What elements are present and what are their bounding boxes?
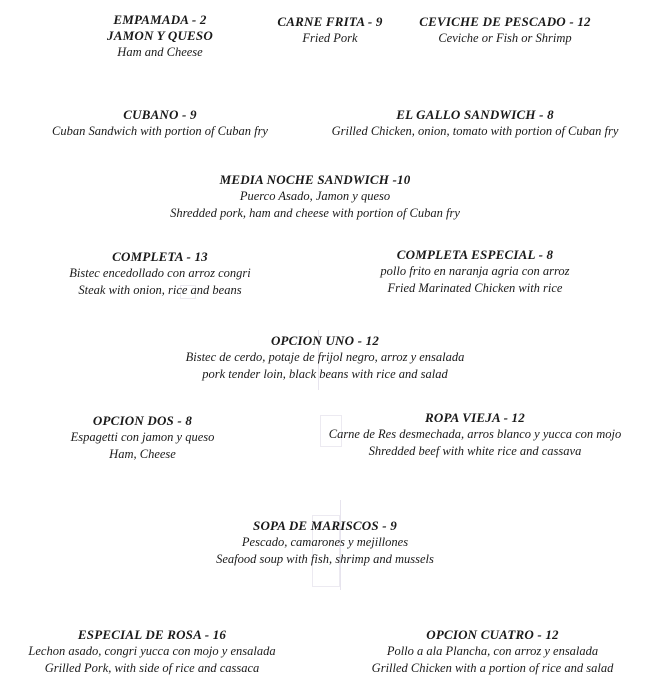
menu-item [10, 107, 310, 140]
menu-item [115, 172, 515, 221]
item-line: Ceviche or Fish or Shrimp [438, 31, 572, 45]
item-line: Pollo a ala Plancha, con arroz y ensalada [386, 644, 599, 658]
item-title: OPCION DOS - 8 [92, 413, 193, 428]
item-line: Ham, Cheese [109, 446, 176, 461]
item-title: ROPA VIEJA - 12 [425, 410, 525, 425]
item-title: OPCION CUATRO - 12 [426, 627, 559, 642]
item-title: OPCION UNO - 12 [270, 333, 380, 348]
item-title: SOPA DE MARISCOS - 9 [253, 518, 397, 533]
item-line: Carne de Res desmechada, arros blanco y yucca con mojo [328, 427, 622, 441]
item-line: Pescado, camarones y mejillones [241, 535, 409, 549]
item-line: Bistec encedollado con arroz congri [69, 266, 251, 280]
menu-item [10, 249, 310, 298]
item-title: MEDIA NOCHE SANDWICH -10 [219, 172, 411, 187]
item-line: Fried Marinated Chicken with rice [387, 280, 563, 295]
menu-item [300, 410, 650, 459]
item-line: pork tender loin, black beans with rice and salad [202, 366, 448, 381]
menu-item [160, 518, 490, 567]
item-line: Cuban Sandwich with portion of Cuban fry [52, 124, 268, 138]
menu-item [0, 627, 304, 676]
menu-item [60, 12, 260, 61]
item-title: COMPLETA - 13 [112, 249, 208, 264]
item-title: EMPAMADA - 2 [113, 12, 207, 27]
item-line: Shredded pork, ham and cheese with portion of Cuban fry [170, 205, 460, 220]
item-line: Lechon asado, congri yucca con mojo y ensalada [28, 644, 276, 658]
item-line: Seafood soup with fish, shrimp and mussels [216, 551, 434, 566]
item-line: Espagetti con jamon y queso [70, 430, 215, 444]
item-title: JAMON Y QUESO [107, 28, 213, 43]
item-title: CEVICHE DE PESCADO - 12 [419, 14, 591, 29]
menu-item [340, 627, 645, 676]
menu-item [310, 107, 640, 140]
item-line: Grilled Pork, with side of rice and cassaca [44, 660, 260, 675]
item-line: Shredded beef with white rice and cassava [368, 443, 582, 458]
item-line: pollo frito en naranja agria con arroz [380, 264, 570, 278]
item-line: Steak with onion, rice and beans [78, 282, 242, 297]
menu-item [400, 14, 610, 47]
item-title: ESPECIAL DE ROSA - 16 [77, 627, 227, 642]
item-line: Grilled Chicken, onion, tomato with portion of Cuban fry [331, 124, 619, 138]
menu-item [0, 413, 285, 462]
item-title: CUBANO - 9 [123, 107, 197, 122]
item-title: COMPLETA ESPECIAL - 8 [396, 247, 554, 262]
menu-item [240, 14, 420, 47]
item-line: Puerco Asado, Jamon y queso [239, 189, 391, 203]
item-line: Grilled Chicken with a portion of rice and salad [371, 660, 614, 675]
menu-item [125, 333, 525, 382]
item-line: Ham and Cheese [117, 45, 203, 59]
item-line: Bistec de cerdo, potaje de frijol negro, arroz y ensalada [185, 350, 465, 364]
item-title: EL GALLO SANDWICH - 8 [396, 107, 554, 122]
item-line: Fried Pork [302, 31, 358, 45]
item-title: CARNE FRITA - 9 [277, 14, 383, 29]
menu-item [310, 247, 640, 296]
